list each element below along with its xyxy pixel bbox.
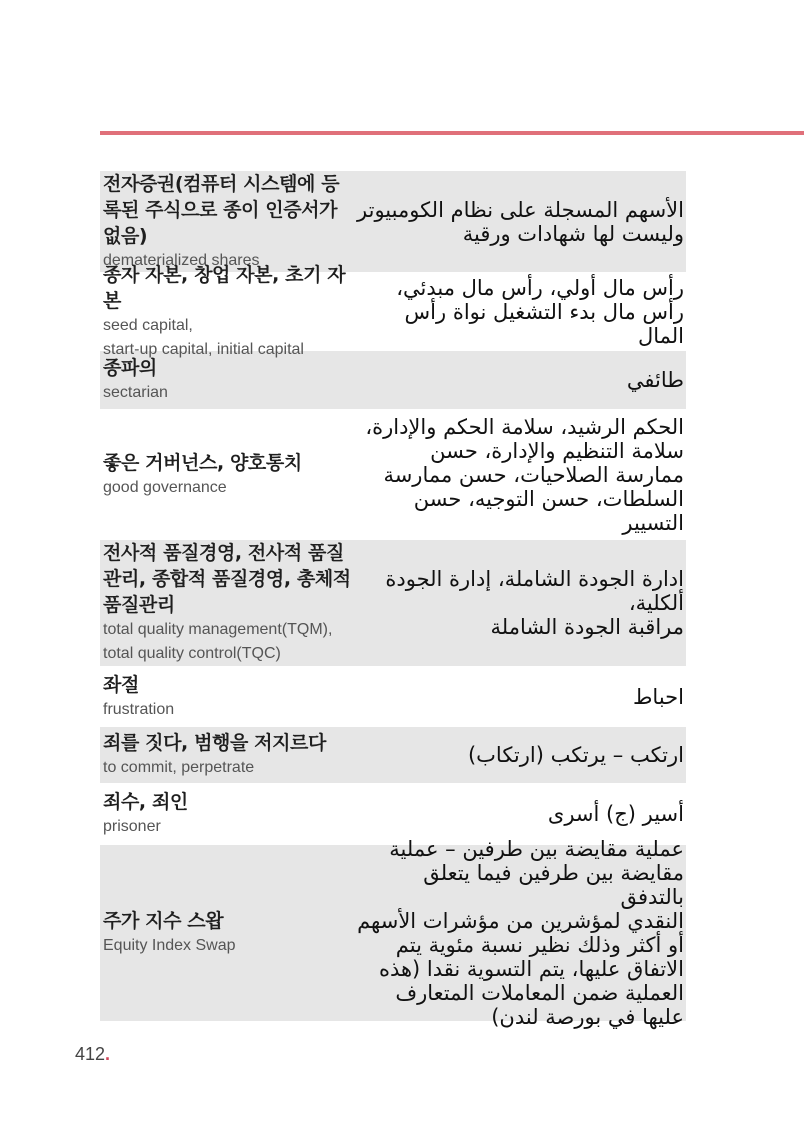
glossary-table xyxy=(100,171,686,1029)
arabic-term: احباط xyxy=(633,684,684,709)
page-number-text: 412 xyxy=(75,1044,106,1064)
arabic-term: الأسهم المسجلة على نظام الكومبيوتر وليست لها شهادات ورقية xyxy=(357,197,684,246)
glossary-entry xyxy=(100,540,686,668)
korean-term: 전자증권(컴퓨터 시스템에 등록된 주식으로 종이 인증서가 없음) xyxy=(103,172,340,247)
english-term: sectarian xyxy=(103,384,168,401)
english-term: seed capital, start-up capital, initial capital xyxy=(103,316,304,358)
english-term: to commit, perpetrate xyxy=(103,759,255,776)
glossary-entry xyxy=(100,785,686,845)
glossary-entry xyxy=(100,727,686,785)
english-term: frustration xyxy=(103,700,175,718)
korean-term: 좋은 거버넌스, 양호통치 xyxy=(103,451,302,474)
korean-term: 전사적 품질경영, 전사적 품질관리, 종합적 품질경영, 총체적 품질관리 xyxy=(103,542,351,616)
english-term: good governance xyxy=(103,478,227,496)
korean-term: 죄수, 죄인 xyxy=(103,791,188,813)
arabic-term: رأس مال أولي، رأس مال مبدئي، رأس مال بدء التشغيل نواة رأس المال xyxy=(396,275,684,348)
glossary-entry xyxy=(100,837,686,1029)
arabic-term: عملية مقايضة بين طرفين – عملية مقايضة بين طرفين فيما يتعلق بالتدفق النقدي لمؤشرين من مؤشرات الأسهم أو أكثر وذلك نظير نسبة مئوية يتم الاتفاق عليها، يتم التسوية نقدا (هذه العملية ضمن المعاملات المتعارف عليها في بورصة لندن) xyxy=(357,837,684,1029)
korean-term: 좌절 xyxy=(103,673,139,696)
korean-term: 죄를 짓다, 범행을 저지르다 xyxy=(103,732,326,754)
korean-term: 종자 자본, 창업 자본, 초기 자본 xyxy=(103,263,346,312)
english-term: total quality management(TQM), total quality control(TQC) xyxy=(103,621,333,662)
arabic-term: أسير (ج) أسرى xyxy=(547,802,684,826)
english-term: prisoner xyxy=(103,818,161,835)
arabic-term: طائفي xyxy=(626,368,684,392)
glossary-entry xyxy=(100,351,686,411)
header-rule xyxy=(100,131,804,135)
glossary-entry xyxy=(100,411,686,540)
glossary-entry xyxy=(100,263,686,358)
korean-term: 종파의 xyxy=(103,357,157,379)
page-number xyxy=(75,1044,110,1065)
arabic-term: ادارة الجودة الشاملة، إدارة الجودة ألكلية، مراقبة الجودة الشاملة xyxy=(385,567,684,639)
glossary-entry xyxy=(100,668,686,727)
english-term: dematerialized shares xyxy=(103,251,260,269)
arabic-term: الحكم الرشيد، سلامة الحكم والإدارة، سلامة التنظيم والإدارة، حسن ممارسة الصلاحيات، حسن ممارسة السلطات، حسن التوجيه، حسن التسيير xyxy=(365,414,684,535)
english-term: Equity Index Swap xyxy=(103,937,236,954)
korean-term: 주가 지수 스왑 xyxy=(103,910,224,932)
page-number-dot: . xyxy=(105,1044,111,1064)
arabic-term: ارتكب – يرتكب (ارتكاب) xyxy=(467,743,684,767)
